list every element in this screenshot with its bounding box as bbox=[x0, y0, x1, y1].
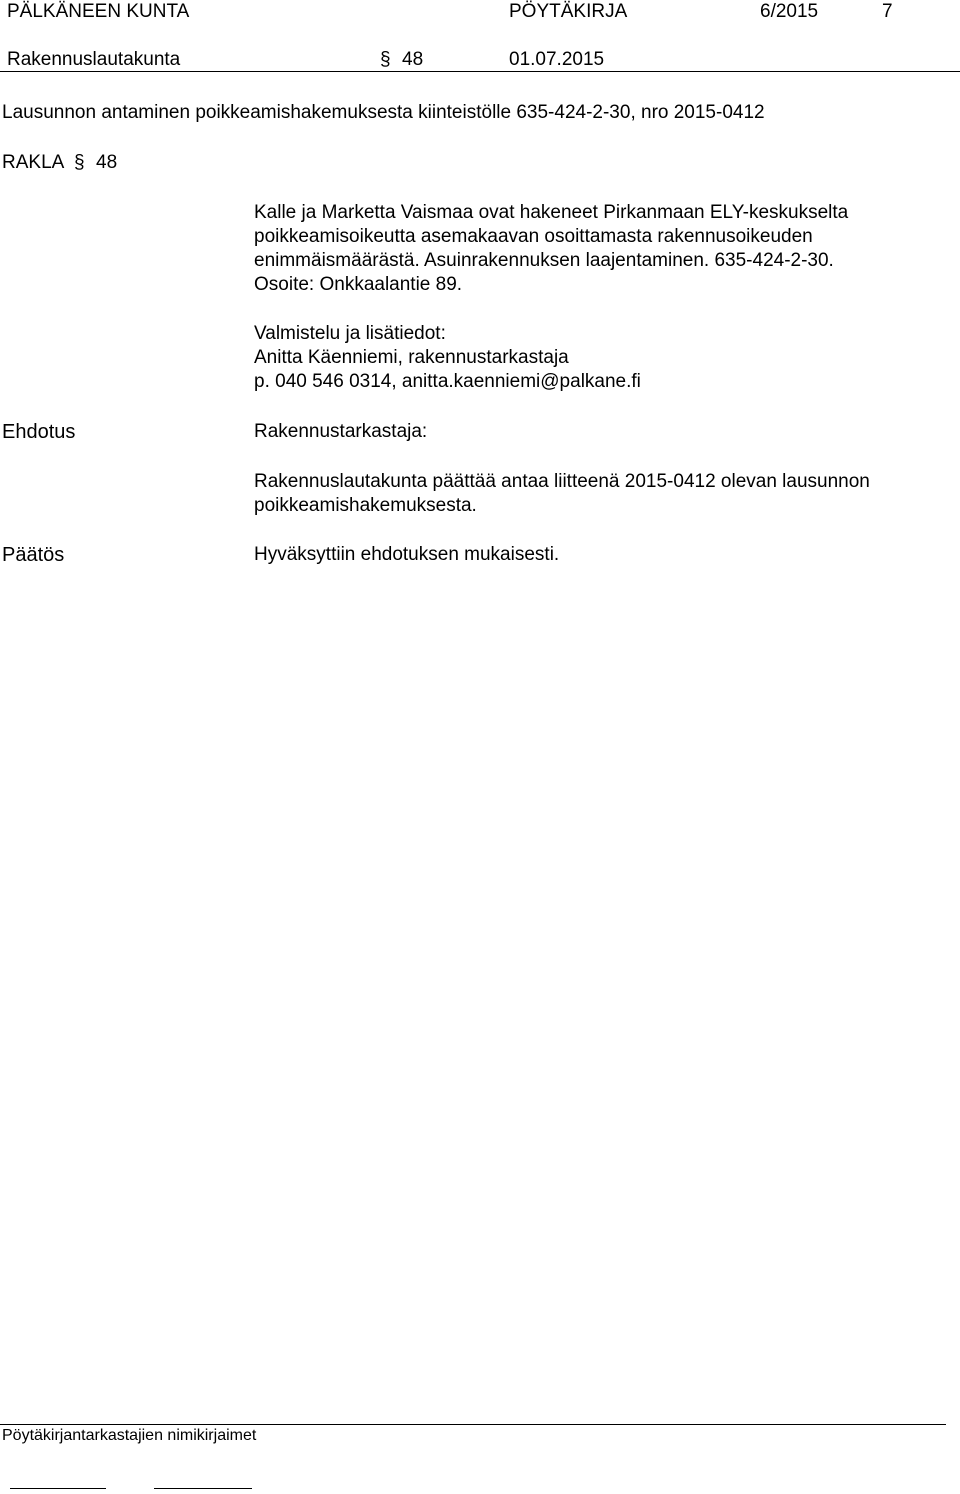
document-type: PÖYTÄKIRJA bbox=[509, 1, 628, 22]
header-divider bbox=[0, 71, 960, 72]
footer-divider bbox=[0, 1424, 946, 1425]
body-line: Kalle ja Marketta Vaismaa ovat hakeneet Pirkanmaan ELY-keskukselta bbox=[254, 202, 849, 223]
decision-text: Hyväksyttiin ehdotuksen mukaisesti. bbox=[254, 544, 560, 565]
proposal-text-line: Rakennuslautakunta päättää antaa liitteenä 2015-0412 olevan lausunnon bbox=[254, 471, 870, 492]
preparation-line: Valmistelu ja lisätiedot: bbox=[254, 323, 446, 344]
signature-line bbox=[10, 1488, 106, 1489]
body-line: enimmäismäärästä. Asuinrakennuksen laajentaminen. 635-424-2-30. bbox=[254, 250, 834, 271]
ref-symbol: § bbox=[74, 152, 85, 173]
preparation-line: p. 040 546 0314, anitta.kaenniemi@palkane.fi bbox=[254, 371, 641, 392]
page-number: 7 bbox=[882, 1, 893, 22]
item-title: Lausunnon antaminen poikkeamishakemuksesta kiinteistölle 635-424-2-30, nro 2015-0412 bbox=[2, 102, 765, 123]
body-line: poikkeamisoikeutta asemakaavan osoittamasta rakennusoikeuden bbox=[254, 226, 813, 247]
municipality-name: PÄLKÄNEEN KUNTA bbox=[7, 1, 190, 22]
body-line: Osoite: Onkkaalantie 89. bbox=[254, 274, 463, 295]
section-number: 48 bbox=[402, 49, 424, 70]
document-number: 6/2015 bbox=[760, 1, 819, 22]
meeting-date: 01.07.2015 bbox=[509, 49, 605, 70]
proposal-text-line: poikkeamishakemuksesta. bbox=[254, 495, 477, 516]
signature-line bbox=[154, 1488, 252, 1489]
proposal-presenter: Rakennustarkastaja: bbox=[254, 421, 428, 442]
preparation-line: Anitta Käenniemi, rakennustarkastaja bbox=[254, 347, 569, 368]
ref-number: 48 bbox=[96, 152, 118, 173]
board-name: Rakennuslautakunta bbox=[7, 49, 181, 70]
ref-prefix: RAKLA bbox=[2, 152, 65, 173]
proposal-label: Ehdotus bbox=[2, 421, 76, 443]
decision-label: Päätös bbox=[2, 544, 65, 566]
signatures-label: Pöytäkirjantarkastajien nimikirjaimet bbox=[2, 1427, 257, 1444]
section-symbol: § bbox=[380, 49, 391, 70]
